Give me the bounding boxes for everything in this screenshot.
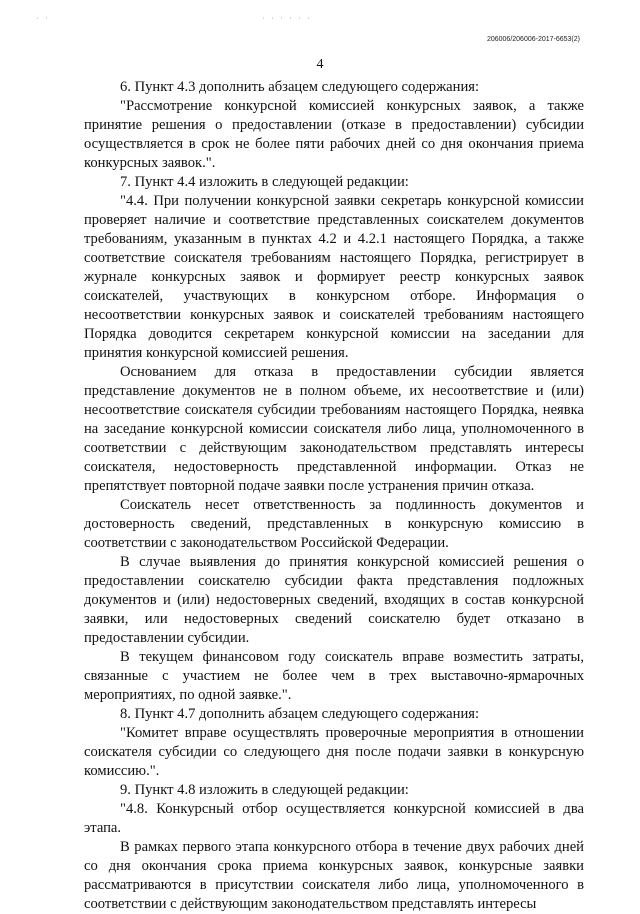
- paragraph: "Комитет вправе осуществлять проверочные мероприятия в отношении соискателя субсидии со следующего дня после подачи заявки в конкурсную комиссию.".: [84, 725, 584, 779]
- paragraph: Основанием для отказа в предоставлении субсидии является представление документов не в полном объеме, их несоответствие и (или) несоответствие соискателя субсидии требованиям настоящего Порядка, неявка на заседание конкурсной комиссии соискателя либо лица, уполномоченного в соответствии с действующим законодательством представлять интересы соискателя, недостоверность представленной информации. Отказ не препятствует повторной подаче заявки после устранения причин отказа.: [84, 364, 584, 494]
- paragraph: 8. Пункт 4.7 дополнить абзацем следующего содержания:: [120, 706, 480, 722]
- paragraph: В текущем финансовом году соискатель вправе возместить затраты, связанные с участием не более чем в трех выставочно-ярмарочных мероприятиях, по одной заявке.".: [84, 649, 584, 703]
- paragraph: "4.8. Конкурсный отбор осуществляется конкурсной комиссией в два этапа.: [84, 801, 584, 836]
- paragraph: 9. Пункт 4.8 изложить в следующей редакции:: [120, 782, 409, 798]
- scan-artifact: · ·: [36, 14, 50, 23]
- paragraph: В случае выявления до принятия конкурсной комиссией решения о предоставлении соискателю субсидии факта представления подложных документов и (или) недостоверных сведений, входящих в состав конкурсной заявки, или недостоверных сведений соискателю будет отказано в предоставлении субсидии.: [84, 554, 584, 646]
- page-number: 4: [316, 57, 324, 72]
- scan-artifact: · · · · · ·: [262, 14, 312, 23]
- paragraph: "4.4. При получении конкурсной заявки секретарь конкурсной комиссии проверяет наличие и соответствие представленных соискателем документов требованиям, указанным в пунктах 4.2 и 4.2.1 настоящего Порядка, а также соответствие соискателя требованиям настоящего Порядка, регистрирует в журнале конкурсных заявок и формирует реестр конкурсных заявок соискателей, участвующих в конкурсном отборе. Информация о несоответствии конкурсных заявок и соискателей требованиям настоящего Порядка доводится секретарем конкурсной комиссии на заседании для принятия конкурсной комиссией решения.: [84, 193, 584, 361]
- document-id: 206006/206006-2017-6653(2): [486, 36, 580, 43]
- paragraph: 6. Пункт 4.3 дополнить абзацем следующего содержания:: [120, 79, 480, 95]
- paragraph: "Рассмотрение конкурсной комиссией конкурсных заявок, а также принятие решения о предоставлении (отказе в предоставлении) субсидии осуществляется в срок не более пяти рабочих дней со дня окончания приема конкурсных заявок.".: [84, 98, 584, 171]
- paragraph: Соискатель несет ответственность за подлинность документов и достоверность сведений, представленных в конкурсную комиссию в соответствии с законодательством Российской Федерации.: [84, 497, 584, 551]
- paragraph: 7. Пункт 4.4 изложить в следующей редакции:: [120, 174, 409, 190]
- document-body: [84, 78, 584, 914]
- paragraph: В рамках первого этапа конкурсного отбора в течение двух рабочих дней со дня окончания срока приема конкурсных заявок, конкурсные заявки рассматриваются в присутствии соискателя либо лица, уполномоченного в соответствии с действующим законодательством представлять интересы: [84, 839, 584, 912]
